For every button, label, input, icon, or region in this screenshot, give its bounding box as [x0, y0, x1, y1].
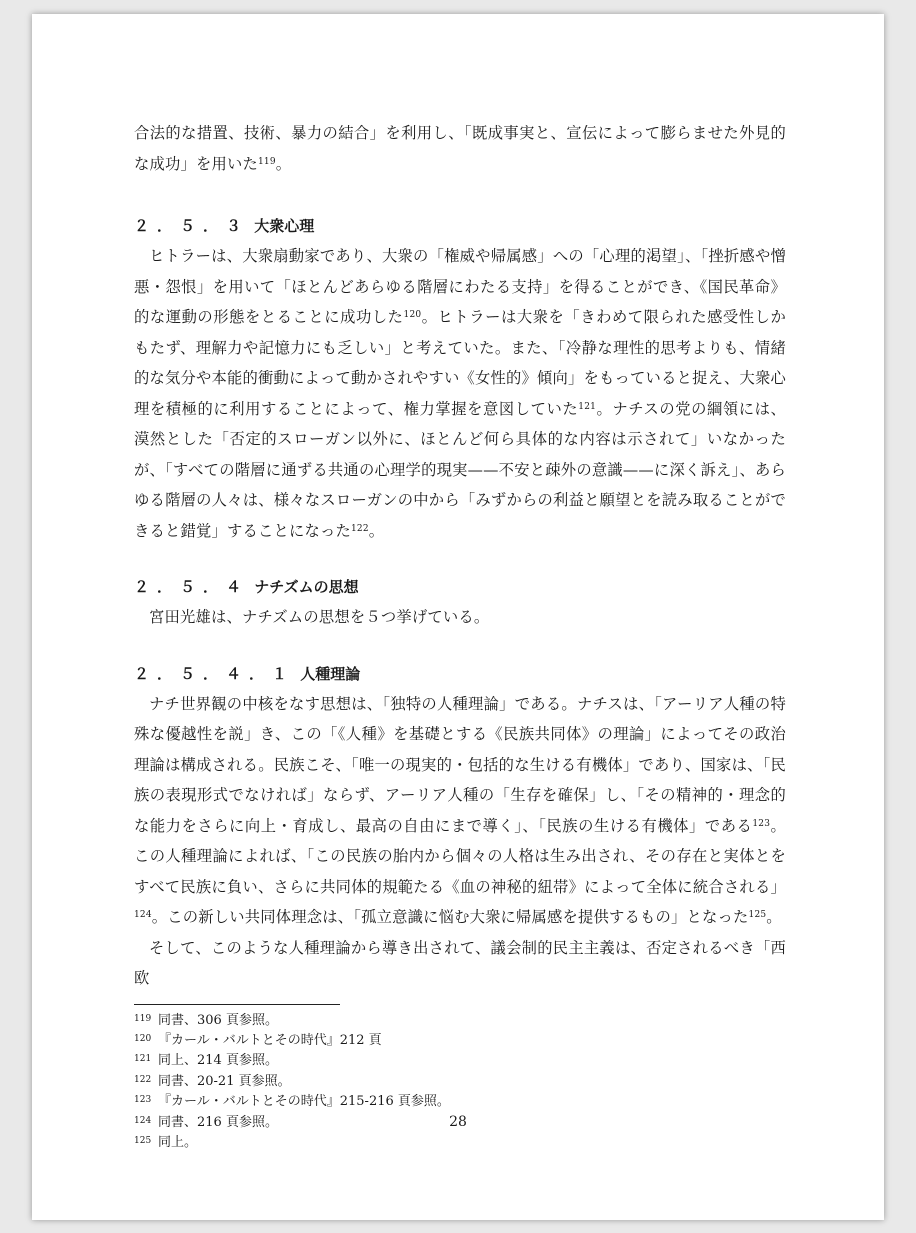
text-run: 。 — [368, 521, 385, 540]
footnote-text: 『カール・バルトとその時代』212 頁 — [158, 1032, 382, 1048]
section-number: ２．５．４．１ — [134, 664, 296, 683]
footnote-ref-124[interactable]: 124 — [134, 910, 152, 920]
footnote-ref-125[interactable]: 125 — [748, 910, 767, 920]
paragraph-nazism-thought: 宮田光雄は、ナチズムの思想を５つ挙げている。 — [149, 608, 490, 626]
section-heading-2-5-4-1 — [134, 659, 786, 689]
footnote-item — [134, 1132, 786, 1152]
footnote-ref-121[interactable]: 121 — [578, 401, 597, 412]
footnote-divider — [134, 1004, 340, 1005]
text-run: 。 — [766, 908, 782, 926]
footnote-item — [134, 1091, 786, 1111]
intro-text: 合法的な措置、技術、暴力の結合」を利用し、「既成事実と、宣伝によって膨らませた外見的な成功」を用いた — [134, 124, 786, 173]
section-number: ２．５．４ — [134, 578, 250, 596]
page-content — [134, 118, 786, 1152]
footnote-item — [134, 1010, 786, 1030]
footnote-number: 119 — [134, 1013, 152, 1024]
text-run: 。ナチスの党の綱領には、漠然とした「否定的スローガン以外に、ほとんど何ら具体的な内容は示されて」いなかったが、「すべての階層に通ずる共通の心理学的現実——不安と疎外の意識——に深く訴え」、あらゆる階層の人々は、様々なスローガンの中から「みずからの利益と願望とを読み取ることができると錯覚」することになった — [134, 399, 787, 540]
footnote-text: 同書、306 頁参照。 — [158, 1012, 278, 1028]
footnote-ref-119[interactable]: 119 — [257, 156, 276, 167]
section-title: 人種理論 — [300, 664, 361, 683]
footnote-text: 同書、20-21 頁参照。 — [158, 1073, 291, 1089]
footnote-number: 124 — [134, 1115, 152, 1126]
intro-end: 。 — [275, 154, 292, 173]
footnote-ref-122[interactable]: 122 — [350, 523, 369, 534]
footnote-item — [134, 1030, 786, 1050]
page-number: 28 — [449, 1114, 467, 1130]
text-run: ヒトラーは、大衆扇動家であり、大衆の「権威や帰属感」への「心理的渇望」、「挫折感や憎悪・怨恨」を用いて「ほとんどあらゆる階層にわたる支持」を得ることができ、《国民革命》的な運動の形態をとることに成功した — [134, 247, 786, 326]
footnote-text: 同上、214 頁参照。 — [158, 1053, 278, 1069]
document-page — [32, 14, 884, 1220]
footnote-number: 121 — [134, 1054, 152, 1065]
intro-paragraph — [134, 118, 786, 179]
footnotes — [134, 1010, 786, 1153]
text-run: 。ヒトラーは大衆を「きわめて限られた感受性しかもたず、理解力や記憶力にも乏しい」と考えていた。また、「冷静な理性的思考よりも、情緒的な気分や本能的衝動によって動かされやすい《女性的》傾向」をもっていると捉え、大衆心理を積極的に利用することによって、権力掌握を意図していた — [134, 308, 786, 418]
section-title: 大衆心理 — [254, 217, 315, 235]
paragraph-democracy: そして、このような人種理論から導き出されて、議会制的民主主義は、否定されるべき「西欧 — [134, 938, 786, 987]
footnote-item — [134, 1050, 786, 1070]
footnote-text: 同書、216 頁参照。 — [158, 1114, 278, 1130]
footnote-text: 『カール・バルトとその時代』215-216 頁参照。 — [158, 1094, 450, 1110]
text-run: 。この新しい共同体理念は、「孤立意識に悩む大衆に帰属感を提供するもの」となった — [151, 908, 749, 926]
footnote-ref-120[interactable]: 120 — [403, 310, 422, 320]
footnote-number: 125 — [134, 1135, 152, 1146]
section-title: ナチズムの思想 — [254, 578, 359, 596]
text-run: ナチ世界観の中核をなす思想は、「独特の人種理論」である。ナチスは、「アーリア人種の特殊な優越性を説」き、この「《人種》を基礎とする《民族共同体》の理論」によってその政治理論は構成される。民族こそ、「唯一の現実的・包括的な生ける有機体」であり、国家は、「民族の表現形式でなければ」ならず、アーリア人種の「生存を確保」し、「その精神的・理念的な能力をさらに向上・育成し、最高の自由にまで導く」、「民族の生ける有機体」である — [134, 694, 786, 835]
section-heading-2-5-3 — [134, 211, 786, 241]
paragraph-mass-psychology — [134, 241, 786, 546]
footnote-text: 同上。 — [158, 1134, 198, 1150]
footnote-item — [134, 1071, 786, 1091]
section-heading-2-5-4 — [134, 572, 786, 602]
footnote-number: 122 — [134, 1074, 152, 1085]
paragraph-race-theory — [134, 689, 786, 933]
footnote-ref-123[interactable]: 123 — [752, 818, 771, 829]
footnote-number: 120 — [134, 1033, 152, 1044]
footnote-number: 123 — [134, 1095, 152, 1106]
text-run: 。この人種理論によれば、「この民族の胎内から個々の人格は生み出され、その存在と実体とをすべて民族に負い、さらに共同体的規範たる《血の神秘的紐帯》によって全体に統合される」 — [134, 816, 786, 896]
section-number: ２．５．３ — [134, 217, 250, 235]
